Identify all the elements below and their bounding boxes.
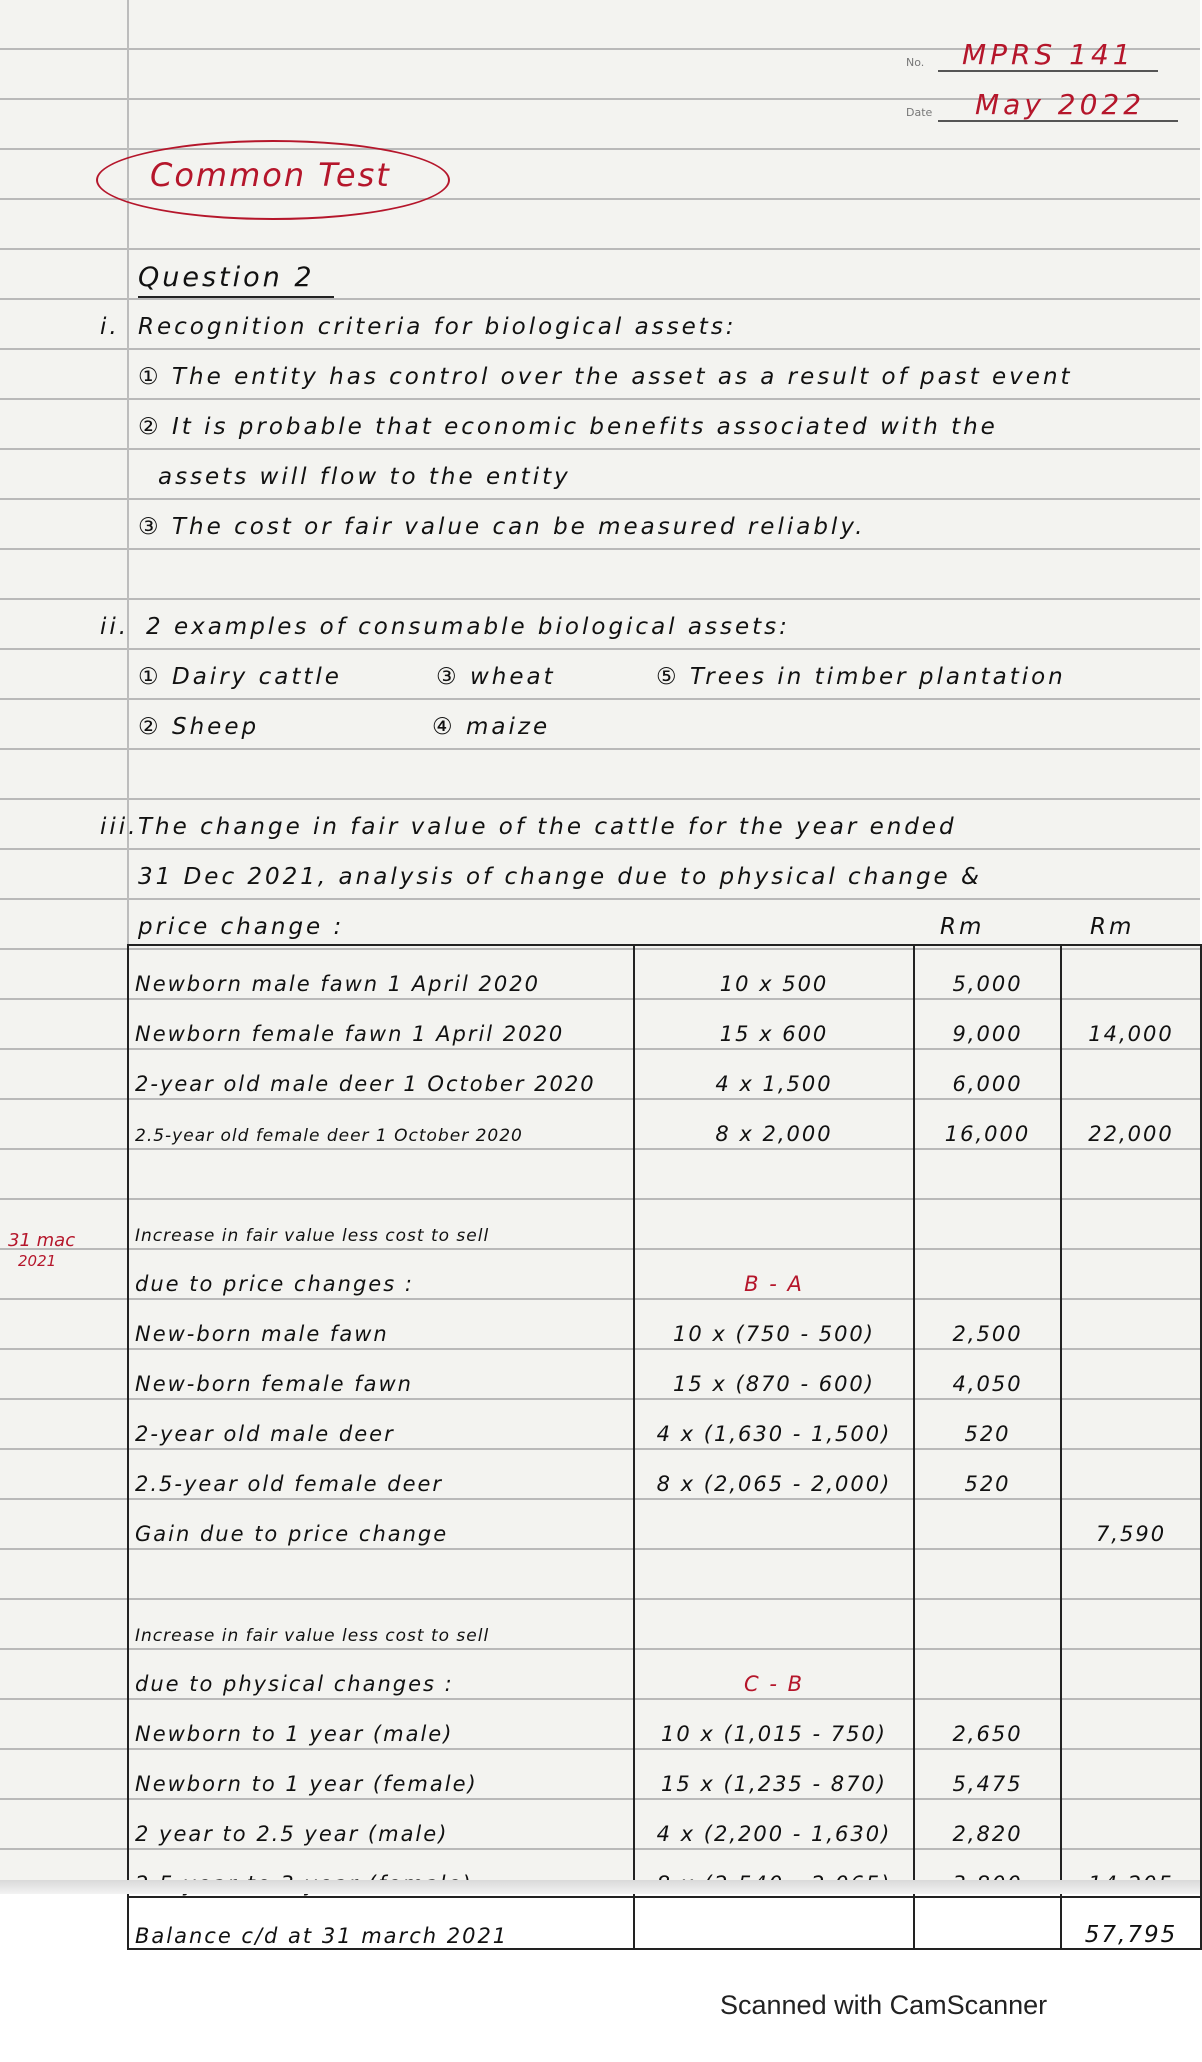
rm-header-1: Rm	[940, 914, 985, 940]
row-rm: 520	[914, 1446, 1061, 1496]
row-rm	[914, 1596, 1061, 1646]
row-calc: C - B	[634, 1646, 914, 1696]
row-calc: 8 x (2,065 - 2,000)	[634, 1446, 914, 1496]
row-desc: Increase in fair value less cost to sell	[128, 1596, 634, 1646]
row-desc: 2.5-year old female deer 1 October 2020	[128, 1096, 634, 1146]
table-row	[128, 1746, 1201, 1796]
row-rm	[914, 1146, 1061, 1196]
row-total	[1061, 1196, 1201, 1246]
row-calc	[634, 1546, 914, 1596]
example-4-marker: ④	[432, 714, 456, 740]
row-rm	[914, 1897, 1061, 1949]
criterion-2-text: It is probable that economic benefits associated with the	[172, 414, 998, 440]
table-row	[128, 1596, 1201, 1646]
row-calc: 4 x (2,200 - 1,630)	[634, 1796, 914, 1846]
scanner-watermark: Scanned with CamScanner	[720, 1990, 1048, 2020]
part-i-numeral: i.	[100, 314, 120, 340]
row-total	[1061, 1446, 1201, 1496]
table-row	[128, 1696, 1201, 1746]
criterion-2-marker: ②	[138, 414, 162, 440]
side-note-date: 31 mac	[8, 1230, 76, 1251]
table-row	[128, 1246, 1201, 1296]
row-rm: 520	[914, 1396, 1061, 1446]
row-rm	[914, 1246, 1061, 1296]
row-total	[1061, 1346, 1201, 1396]
no-label: No.	[906, 56, 925, 69]
row-rm: 2,650	[914, 1696, 1061, 1746]
row-calc: 4 x (1,630 - 1,500)	[634, 1396, 914, 1446]
row-total	[1061, 1296, 1201, 1346]
row-desc: Newborn male fawn 1 April 2020	[128, 945, 634, 996]
row-calc: 15 x 600	[634, 996, 914, 1046]
part-ii-numeral: ii.	[100, 614, 130, 640]
criterion-1-marker: ①	[138, 364, 162, 390]
example-2-marker: ②	[138, 714, 162, 740]
part-iii-line-3: price change :	[138, 914, 345, 940]
row-total	[1061, 1696, 1201, 1746]
row-rm: 9,000	[914, 996, 1061, 1046]
table-row	[128, 945, 1201, 996]
row-desc: Newborn to 1 year (male)	[128, 1696, 634, 1746]
table-row	[128, 1396, 1201, 1446]
row-total	[1061, 1146, 1201, 1196]
row-rm: 2,500	[914, 1296, 1061, 1346]
table-row-balance	[128, 1897, 1201, 1949]
example-5-marker: ⑤	[656, 664, 680, 690]
row-desc: Newborn female fawn 1 April 2020	[128, 996, 634, 1046]
example-5-text: Trees in timber plantation	[690, 664, 1066, 690]
question-underline	[138, 296, 334, 298]
row-calc	[634, 1196, 914, 1246]
row-calc: 4 x 1,500	[634, 1046, 914, 1096]
row-total: 57,795	[1061, 1897, 1201, 1949]
criterion-2-continued: assets will flow to the entity	[158, 464, 571, 490]
criterion-3-text: The cost or fair value can be measured reliably.	[172, 514, 866, 540]
page-bottom-edge	[0, 1880, 1200, 1894]
row-desc: Gain due to price change	[128, 1496, 634, 1546]
row-calc: 10 x 500	[634, 945, 914, 996]
row-calc	[634, 1496, 914, 1546]
row-calc: B - A	[634, 1246, 914, 1296]
row-desc: due to price changes :	[128, 1246, 634, 1296]
row-desc	[128, 1546, 634, 1596]
table-row	[128, 1646, 1201, 1696]
test-date: May 2022	[975, 88, 1146, 121]
row-desc: New-born female fawn	[128, 1346, 634, 1396]
row-rm	[914, 1546, 1061, 1596]
row-total: 7,590	[1061, 1496, 1201, 1546]
row-desc: New-born male fawn	[128, 1296, 634, 1346]
row-total	[1061, 1046, 1201, 1096]
table-row	[128, 1096, 1201, 1146]
fair-value-table	[127, 944, 1202, 1950]
side-note-year: 2021	[18, 1252, 57, 1270]
row-calc	[634, 1146, 914, 1196]
row-calc	[634, 1596, 914, 1646]
row-rm: 6,000	[914, 1046, 1061, 1096]
example-1-text: Dairy cattle	[172, 664, 342, 690]
row-total	[1061, 1746, 1201, 1796]
criterion-3-marker: ③	[138, 514, 162, 540]
row-desc: Newborn to 1 year (female)	[128, 1746, 634, 1796]
row-desc	[128, 1146, 634, 1196]
table-row	[128, 1446, 1201, 1496]
part-iii-line-1: The change in fair value of the cattle for the year ended	[138, 814, 957, 840]
part-i-heading: Recognition criteria for biological assets:	[138, 314, 737, 340]
row-desc: due to physical changes :	[128, 1646, 634, 1696]
row-desc: 2-year old male deer 1 October 2020	[128, 1046, 634, 1096]
example-4-text: maize	[466, 714, 551, 740]
row-desc: 2 year to 2.5 year (male)	[128, 1796, 634, 1846]
course-code: MPRS 141	[962, 38, 1135, 71]
part-ii-heading: 2 examples of consumable biological assets:	[146, 614, 790, 640]
row-total	[1061, 1796, 1201, 1846]
table-row	[128, 1296, 1201, 1346]
row-total	[1061, 1596, 1201, 1646]
row-desc: 2.5-year old female deer	[128, 1446, 634, 1496]
row-rm: 16,000	[914, 1096, 1061, 1146]
example-1-marker: ①	[138, 664, 162, 690]
question-heading: Question 2	[138, 262, 315, 293]
table-row	[128, 996, 1201, 1046]
row-desc: Balance c/d at 31 march 2021	[128, 1897, 634, 1949]
row-total	[1061, 945, 1201, 996]
table-row	[128, 1046, 1201, 1096]
row-desc: Increase in fair value less cost to sell	[128, 1196, 634, 1246]
row-rm: 5,475	[914, 1746, 1061, 1796]
row-calc	[634, 1897, 914, 1949]
table-row	[128, 1346, 1201, 1396]
row-rm: 4,050	[914, 1346, 1061, 1396]
row-total	[1061, 1546, 1201, 1596]
row-total: 14,000	[1061, 996, 1201, 1046]
example-3-text: wheat	[470, 664, 556, 690]
row-total: 22,000	[1061, 1096, 1201, 1146]
row-desc: 2-year old male deer	[128, 1396, 634, 1446]
criterion-1-text: The entity has control over the asset as a result of past event	[172, 364, 1073, 390]
row-calc: 15 x (1,235 - 870)	[634, 1746, 914, 1796]
table-row	[128, 1796, 1201, 1846]
row-total	[1061, 1396, 1201, 1446]
page-title: Common Test	[150, 156, 391, 194]
row-rm: 5,000	[914, 945, 1061, 996]
row-rm	[914, 1496, 1061, 1546]
row-rm	[914, 1196, 1061, 1246]
example-3-marker: ③	[436, 664, 460, 690]
row-calc: 15 x (870 - 600)	[634, 1346, 914, 1396]
row-rm	[914, 1646, 1061, 1696]
row-calc: 10 x (1,015 - 750)	[634, 1696, 914, 1746]
rm-header-2: Rm	[1090, 914, 1135, 940]
table-row	[128, 1496, 1201, 1546]
table-row	[128, 1546, 1201, 1596]
example-2-text: Sheep	[172, 714, 260, 740]
table-row	[128, 1196, 1201, 1246]
row-total	[1061, 1646, 1201, 1696]
row-calc: 8 x 2,000	[634, 1096, 914, 1146]
part-iii-numeral: iii.	[100, 814, 139, 840]
table-row	[128, 1146, 1201, 1196]
row-total	[1061, 1246, 1201, 1296]
row-rm: 2,820	[914, 1796, 1061, 1846]
part-iii-line-2: 31 Dec 2021, analysis of change due to physical change &	[138, 864, 982, 890]
date-label: Date	[906, 106, 933, 119]
row-calc: 10 x (750 - 500)	[634, 1296, 914, 1346]
